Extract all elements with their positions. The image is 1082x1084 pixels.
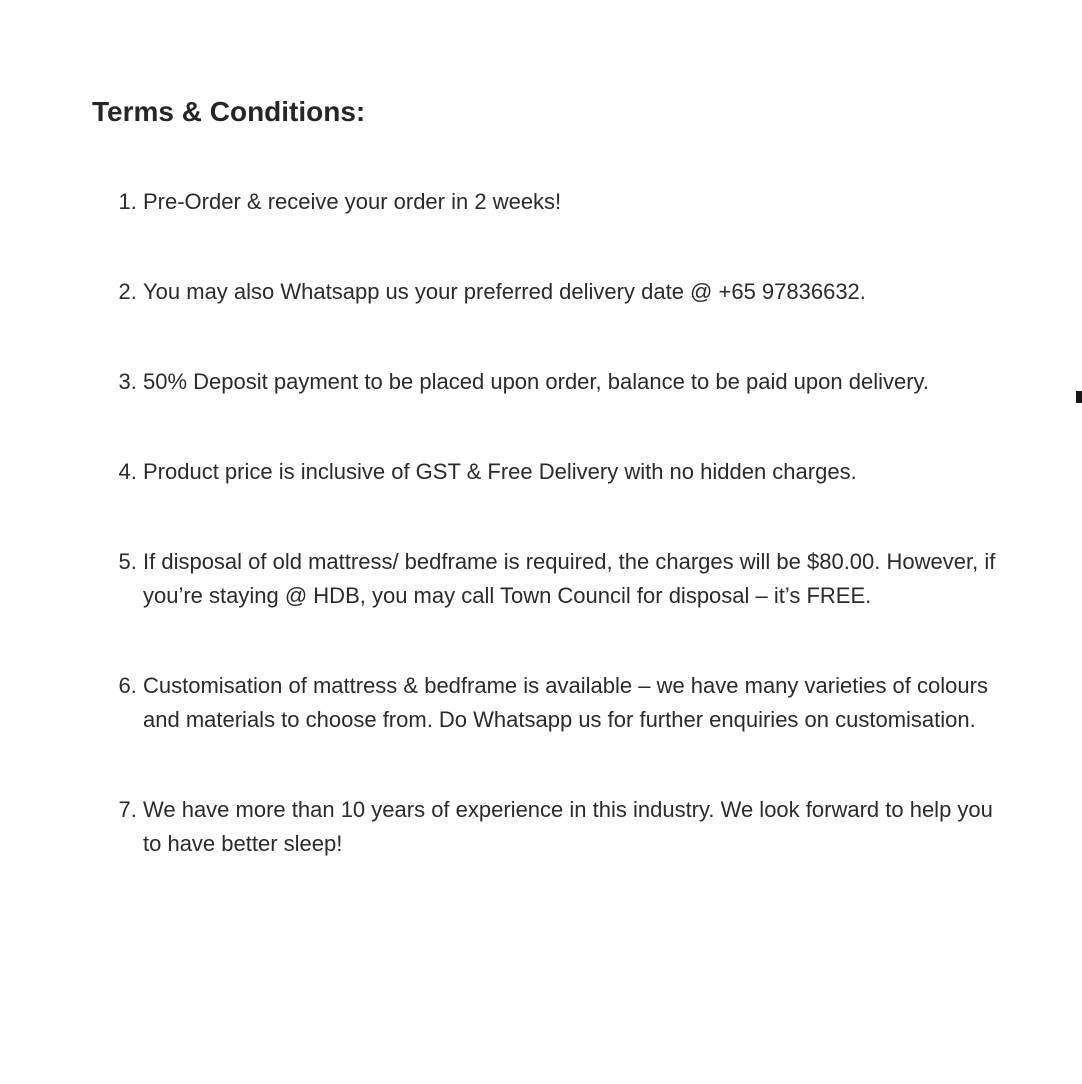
list-item: 3. 50% Deposit payment to be placed upon order, balance to be paid upon delivery. xyxy=(143,365,1008,399)
list-item: 7. We have more than 10 years of experience in this industry. We look forward to help you to have better sleep! xyxy=(143,793,1008,861)
list-item: 5. If disposal of old mattress/ bedframe is required, the charges will be $80.00. However, if you’re staying @ HDB, you may call Town Council for disposal – it’s FREE. xyxy=(143,545,1008,613)
page-title: Terms & Conditions: xyxy=(92,96,366,127)
list-item: 2. You may also Whatsapp us your preferred delivery date @ +65 97836632. xyxy=(143,275,1008,309)
clipped-edge-artifact xyxy=(1076,391,1082,403)
list-item: 1. Pre-Order & receive your order in 2 weeks! xyxy=(143,185,1008,219)
terms-list xyxy=(0,185,1008,917)
list-item: 4. Product price is inclusive of GST & Free Delivery with no hidden charges. xyxy=(143,455,1008,489)
list-item: 6. Customisation of mattress & bedframe is available – we have many varieties of colours and materials to choose from. Do Whatsapp us for further enquiries on customisation. xyxy=(143,669,1008,737)
